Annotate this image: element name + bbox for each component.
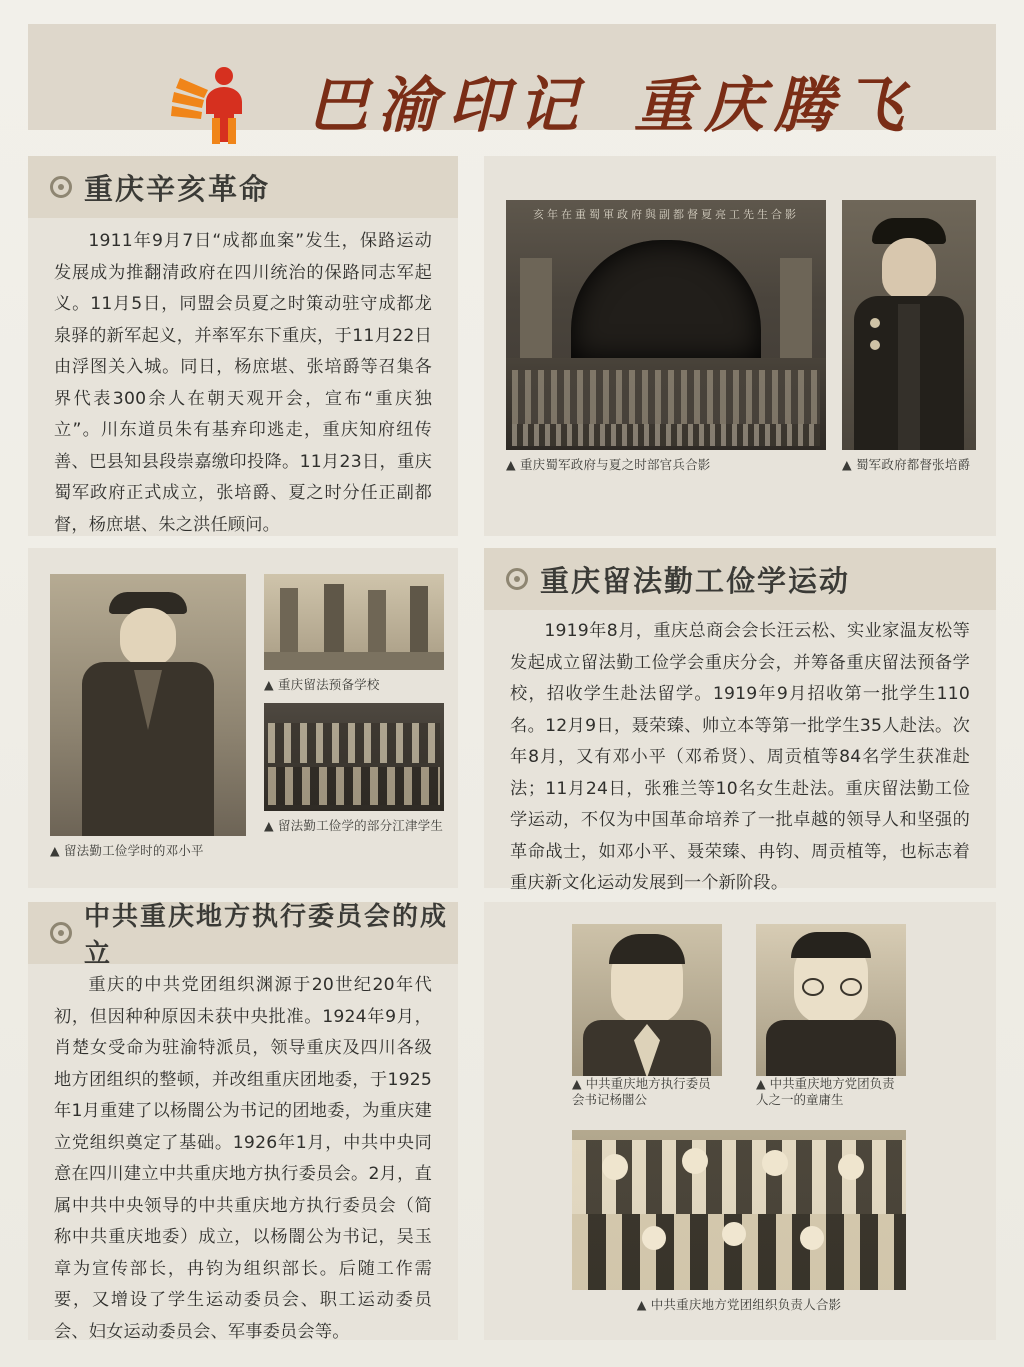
photo-caption: ▲ 中共重庆地方执行委员 会书记杨闇公 [572,1076,711,1107]
photo-deng-xiaoping [50,574,246,836]
photo-tong-yongsheng [756,924,906,1076]
section-title: 重庆留法勤工俭学运动 [540,563,851,598]
photo-caption: ▲ 留法勤工俭学时的邓小平 [50,843,204,858]
section-body-wrap [484,610,996,900]
photo-caption: ▲ 中共重庆地方党团负责 人之一的童庸生 [756,1076,895,1107]
photo-zhang-peijue [842,200,976,450]
section-header [28,156,458,218]
section-body-text: 1911年9月7日“成都血案”发生，保路运动发展成为推翻清政府在四川统治的保路同志军起义。11月5日，同盟会员夏之时策动驻守成都龙泉驿的新军起义，并率军东下重庆，于11月22日由浮图关入城。同日，杨庶堪、张培爵等召集各界代表300余人在朝天观开会，宣布“重庆独立”。川东道员朱有基弃印逃走，重庆知府纽传善、巴县知县段崇嘉缴印投降。11月23日，重庆蜀军政府正式成立，张培爵、夏之时分任正副都督，杨庶堪、朱之洪任顾问。 [54,231,432,535]
photo-block-zhigong [484,902,996,1340]
section-header [484,548,996,610]
section-xinhai-revolution [28,156,458,536]
chongqing-people-logo-icon [168,62,264,146]
photo-block-liufa [28,548,458,888]
photo-caption: ▲ 留法勤工俭学的部分江津学生 [264,818,444,833]
banner-title [308,64,928,148]
photo-caption: ▲ 重庆蜀军政府与夏之时部官兵合影 [506,457,711,472]
photo-block-xinhai [484,156,996,536]
banner-title-part2: 重庆腾飞 [634,71,914,141]
section-title: 中共重庆地方执行委员会的成立 [84,902,449,969]
photo-party-league-leaders-group [572,1130,906,1290]
bullet-icon [50,922,72,944]
photo-yang-angong [572,924,722,1076]
section-cpc-chongqing-committee [28,902,458,1340]
section-body-wrap [28,218,458,541]
photo-jiangjin-students [264,703,444,811]
photo-shujun-government-group: 亥年在重蜀軍政府與副都督夏亮工先生合影 [506,200,826,450]
section-body-wrap [28,964,458,1348]
bullet-icon [506,568,528,590]
section-header [28,902,458,969]
photo-preparatory-school [264,574,444,670]
section-body-text: 1919年8月，重庆总商会会长汪云松、实业家温友松等发起成立留法勤工俭学会重庆分会，并筹备重庆留法预备学校，招收学生赴法留学。1919年9月招收第一批学生110名。12月9日，聂荣臻、帅立本等第一批学生35人赴法。次年8月，又有邓小平（邓希贤）、周贡植等84名学生获准赴法；11月24日，张雅兰等10名女生赴法。重庆留法勤工俭学运动，不仅为中国革命培养了一批卓越的领导人和坚强的革命战士，如邓小平、聂荣臻、冉钧、周贡植等，也标志着重庆新文化运动发展到一个新阶段。 [510,621,970,893]
section-body-text: 重庆的中共党团组织渊源于20世纪20年代初，但因种种原因未获中央批准。1924年9月，肖楚女受命为驻渝特派员，领导重庆及四川各级地方团组织的整顿，并改组重庆团地委，于1925年1月重建了以杨闇公为书记的团地委，为重庆建立党组织奠定了基础。1926年1月，中共中央同意在四川建立中共重庆地方执行委员会。2月，直属中共中央领导的中共重庆地方执行委员会（简称中共重庆地委）成立，以杨闇公为书记，吴玉章为宣传部长，冉钧为组织部长。后随工作需要，又增设了学生运动委员会、职工运动委员会、妇女运动委员会、军事委员会等。 [54,975,432,1342]
photo-caption: ▲ 蜀军政府都督张培爵 [842,457,971,472]
header-banner [28,24,996,141]
section-title: 重庆辛亥革命 [84,171,271,206]
section-work-study-france [484,548,996,893]
photo-caption: ▲ 重庆留法预备学校 [264,677,380,692]
banner-title-part1: 巴渝印记 [308,71,588,141]
photo-caption: ▲ 中共重庆地方党团组织负责人合影 [636,1297,842,1312]
bullet-icon [50,176,72,198]
